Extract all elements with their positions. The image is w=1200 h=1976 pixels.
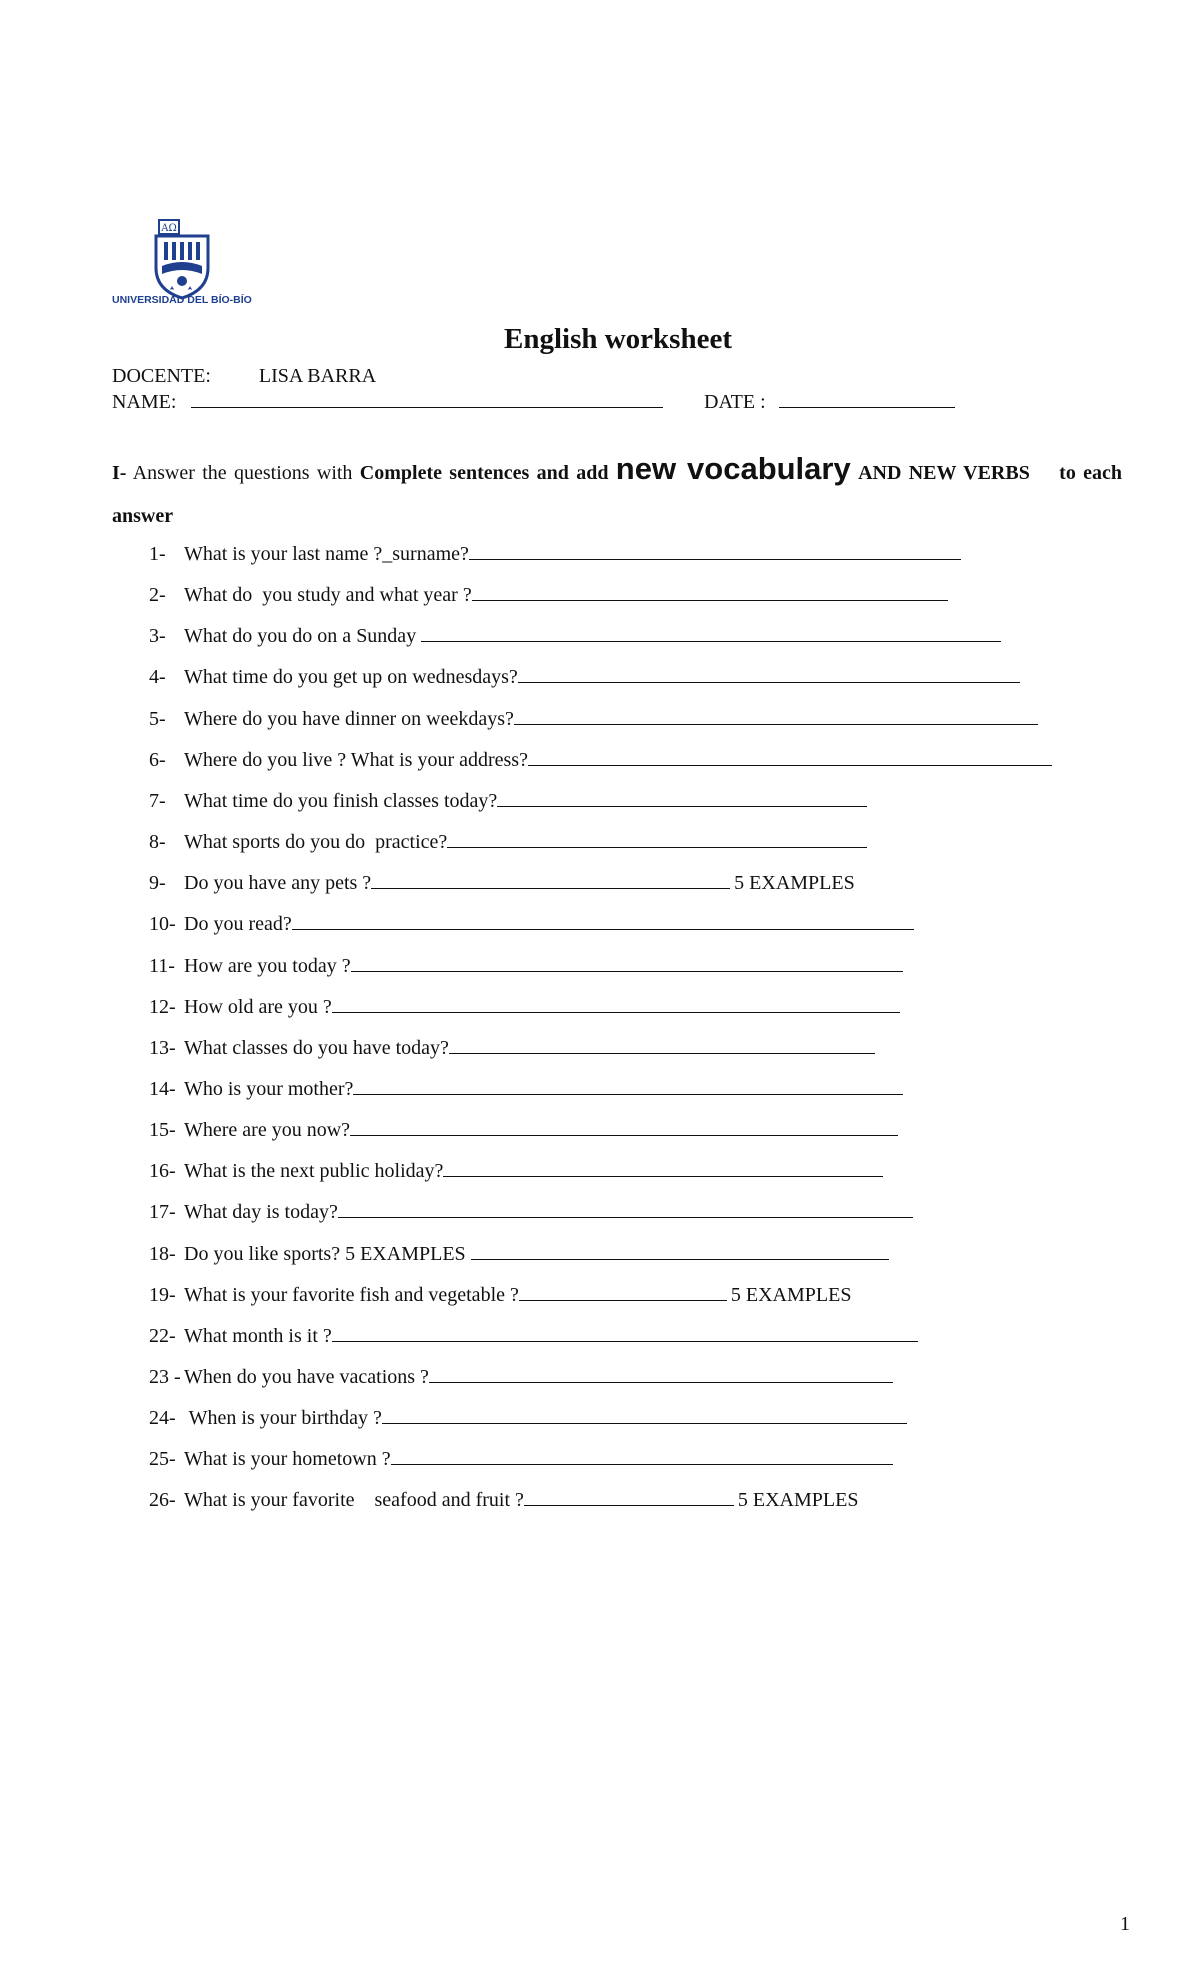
answer-blank[interactable]	[332, 996, 900, 1013]
question-row	[149, 996, 900, 1017]
question-row	[149, 1407, 907, 1428]
docente-row	[112, 366, 376, 386]
question-text: Where do you have dinner on weekdays?	[184, 707, 514, 730]
question-text: What is the next public holiday?	[184, 1160, 444, 1183]
docente-label: DOCENTE:	[112, 365, 211, 387]
question-number: 9-	[149, 872, 166, 895]
answer-blank[interactable]	[391, 1448, 893, 1465]
question-number: 6-	[149, 748, 166, 771]
question-row	[149, 790, 867, 811]
instruction-bold-3: to each answer	[112, 462, 1123, 527]
question-text: Who is your mother?	[184, 1077, 354, 1100]
question-row	[149, 872, 855, 893]
answer-blank[interactable]	[469, 543, 961, 560]
date-row	[704, 391, 955, 412]
answer-blank[interactable]	[332, 1325, 918, 1342]
question-number: 11-	[149, 954, 175, 977]
svg-text:AΩ: AΩ	[161, 223, 177, 234]
instructions	[112, 447, 1122, 538]
answer-blank[interactable]	[471, 1243, 889, 1260]
question-number: 25-	[149, 1448, 176, 1471]
question-text: What month is it ?	[184, 1324, 332, 1347]
answer-blank[interactable]	[449, 1037, 875, 1054]
question-text: What sports do you do practice?	[184, 831, 448, 854]
question-number: 18-	[149, 1242, 176, 1265]
question-number: 23 -	[149, 1366, 181, 1388]
instruction-bold-1: Complete sentences and add	[359, 462, 609, 484]
question-row	[149, 1325, 918, 1346]
question-number: 1-	[149, 543, 166, 565]
question-number: 16-	[149, 1160, 176, 1183]
answer-blank[interactable]	[382, 1407, 907, 1424]
question-row	[149, 1160, 883, 1181]
examples-note: 5 EXAMPLES	[730, 1283, 852, 1306]
instruction-bold-2: AND NEW VERBS	[858, 462, 1030, 484]
question-number: 3-	[149, 625, 166, 648]
answer-blank[interactable]	[524, 1489, 734, 1506]
question-text: What do you study and what year ?	[184, 584, 472, 607]
question-number: 19-	[149, 1283, 176, 1306]
answer-blank[interactable]	[519, 1284, 727, 1301]
question-text: Do you like sports? 5 EXAMPLES	[184, 1242, 471, 1265]
question-number: 14-	[149, 1077, 176, 1100]
question-row	[149, 1119, 898, 1140]
question-text: Where do you live ? What is your address?	[184, 748, 528, 771]
question-row	[149, 1037, 875, 1058]
question-number: 7-	[149, 789, 166, 812]
question-text: What is your hometown ?	[184, 1448, 391, 1471]
question-row	[149, 1489, 858, 1510]
answer-blank[interactable]	[518, 666, 1020, 683]
answer-blank[interactable]	[514, 708, 1038, 725]
question-row	[149, 1366, 893, 1387]
question-row	[149, 955, 903, 976]
question-text: How are you today ?	[184, 954, 351, 977]
question-number: 15-	[149, 1119, 176, 1142]
date-label: DATE :	[704, 391, 766, 413]
question-text: Do you read?	[184, 913, 292, 936]
question-row	[149, 708, 1038, 729]
question-text: What time do you get up on wednesdays?	[184, 666, 518, 689]
question-number: 8-	[149, 831, 166, 854]
examples-note: 5 EXAMPLES	[737, 1489, 859, 1512]
answer-blank[interactable]	[371, 872, 730, 889]
question-number: 17-	[149, 1201, 176, 1224]
answer-blank[interactable]	[292, 913, 914, 930]
page-number: 1	[1120, 1913, 1130, 1935]
question-text: Do you have any pets ?	[184, 872, 372, 895]
question-row	[149, 1284, 851, 1305]
question-row	[149, 543, 961, 564]
answer-blank[interactable]	[447, 831, 867, 848]
question-number: 26-	[149, 1489, 176, 1512]
question-row	[149, 831, 867, 852]
question-row	[149, 666, 1020, 687]
question-number: 2-	[149, 584, 166, 607]
question-number: 12-	[149, 995, 176, 1018]
section-number: I-	[112, 462, 127, 484]
question-row	[149, 1243, 889, 1264]
question-number: 13-	[149, 1036, 176, 1059]
question-row	[149, 1201, 913, 1222]
question-number: 10-	[149, 913, 176, 936]
question-row	[149, 584, 948, 605]
name-row	[112, 391, 663, 412]
answer-blank[interactable]	[338, 1201, 913, 1218]
question-row	[149, 749, 1052, 770]
question-row	[149, 625, 1001, 646]
page-title: English worksheet	[503, 323, 732, 355]
question-text: When do you have vacations ?	[184, 1366, 429, 1388]
answer-blank[interactable]	[353, 1078, 903, 1095]
question-text: Where are you now?	[184, 1119, 351, 1142]
date-field[interactable]	[779, 391, 955, 408]
instruction-text: Answer the questions with	[132, 462, 353, 484]
question-text: What do you do on a Sunday	[184, 625, 422, 648]
answer-blank[interactable]	[528, 749, 1052, 766]
question-text: When is your birthday ?	[184, 1407, 382, 1430]
question-text: How old are you ?	[184, 995, 332, 1018]
question-text: What day is today?	[184, 1201, 338, 1224]
question-text: What is your favorite seafood and fruit ?	[184, 1489, 524, 1512]
answer-blank[interactable]	[472, 584, 948, 601]
answer-blank[interactable]	[443, 1160, 883, 1177]
question-number: 24-	[149, 1407, 176, 1430]
question-number: 22-	[149, 1324, 176, 1347]
question-row	[149, 1078, 903, 1099]
question-text: What classes do you have today?	[184, 1036, 449, 1059]
question-text: What time do you finish classes today?	[184, 789, 498, 812]
question-text: What is your favorite fish and vegetable ?	[184, 1283, 519, 1306]
answer-blank[interactable]	[429, 1366, 893, 1383]
institution-name: UNIVERSIDAD DEL BÍO-BÍO	[112, 294, 252, 306]
answer-blank[interactable]	[351, 955, 903, 972]
question-row	[149, 913, 914, 934]
instruction-emphasis: new vocabulary	[615, 451, 851, 486]
examples-note: 5 EXAMPLES	[734, 872, 855, 895]
question-text: What is your last name ?_surname?	[184, 543, 469, 565]
answer-blank[interactable]	[421, 625, 1001, 642]
docente-name: LISA BARRA	[258, 365, 377, 387]
question-row	[149, 1448, 893, 1469]
answer-blank[interactable]	[497, 790, 867, 807]
name-field[interactable]	[191, 391, 663, 408]
question-number: 5-	[149, 707, 166, 730]
answer-blank[interactable]	[350, 1119, 898, 1136]
name-label: NAME:	[112, 391, 177, 413]
question-number: 4-	[149, 666, 166, 689]
